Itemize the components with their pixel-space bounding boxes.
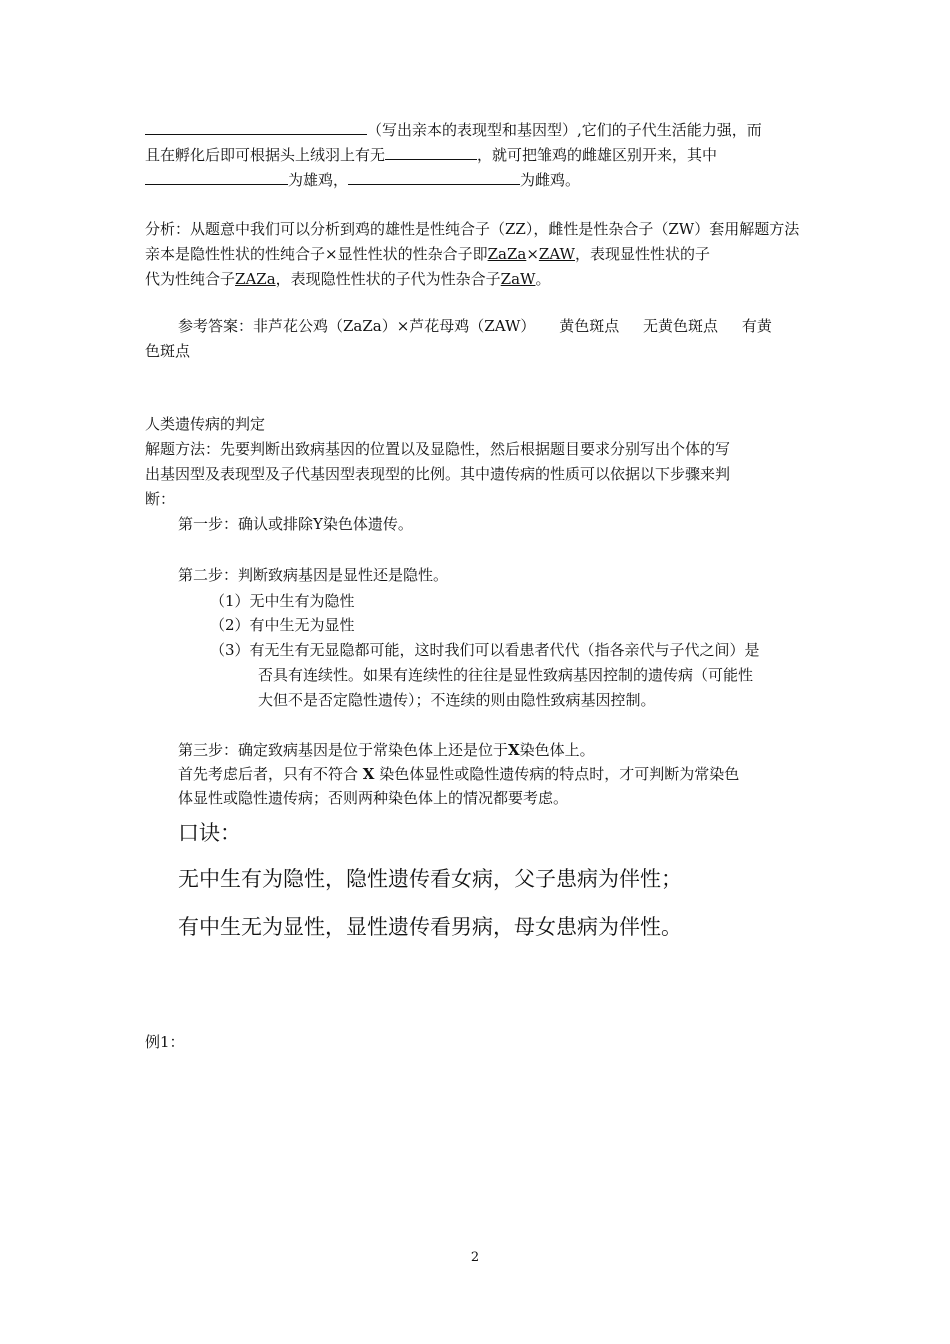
genotype: ZAZa [235, 270, 276, 288]
question-text: 且在孵化后即可根据头上绒羽上有无 [145, 146, 386, 164]
question-text: （写出亲本的表现型和基因型）,它们的子代生活能力强，而 [367, 121, 762, 139]
step-3 [178, 738, 595, 762]
first-consider-line-1 [178, 762, 739, 786]
answer-blank[interactable] [385, 144, 477, 160]
analysis-text: ，表现显性性状的子 [574, 245, 710, 263]
genotype: ZaZa [487, 245, 527, 263]
mnemonic-title: 口诀： [178, 821, 241, 845]
method-line-3: 断： [145, 490, 176, 508]
page-number: 2 [470, 1250, 480, 1265]
step-2-item-3: （3）有无生有无显隐都可能，这时我们可以看患者代代（指各亲代与子代之间）是 [210, 641, 760, 659]
answer-blank[interactable] [145, 169, 288, 185]
analysis-text: 亲本是隐性性状的性纯合子×显性性状的性杂合子即 [145, 245, 488, 263]
example-label: 例1： [145, 1033, 185, 1051]
genotype: ZaW [500, 270, 536, 288]
method-line-2: 出基因型及表现型及子代基因型表现型的比例。其中遗传病的性质可以依据以下步骤来判 [145, 465, 731, 483]
step-2-item-3-cont: 否具有连续性。如果有连续性的往往是显性致病基因控制的遗传病（可能性 [258, 666, 754, 684]
analysis-line-2 [145, 242, 710, 266]
reference-answer-line-1: 参考答案：非芦花公鸡（ZaZa）×芦花母鸡（ZAW） 黄色斑点 无黄色斑点 有黄 [178, 317, 772, 335]
step-2-item-2: （2）有中生无为显性 [210, 616, 355, 634]
question-line-2 [145, 143, 717, 167]
answer-blank[interactable] [145, 119, 367, 135]
method-line-1: 解题方法：先要判断出致病基因的位置以及显隐性，然后根据题目要求分别写出个体的写 [145, 440, 731, 458]
step-2-item-3-cont: 大但不是否定隐性遗传）；不连续的则由隐性致病基因控制。 [258, 691, 656, 709]
reference-answer-line-2: 色斑点 [145, 342, 191, 360]
step-2-item-1: （1）无中生有为隐性 [210, 592, 355, 610]
mnemonic-line-1: 无中生有为隐性，隐性遗传看女病，父子患病为伴性； [178, 867, 682, 891]
chromosome-x: X [362, 765, 375, 783]
question-text: 为雌鸡。 [520, 171, 581, 189]
first-consider-line-2: 体显性或隐性遗传病；否则两种染色体上的情况都要考虑。 [178, 789, 569, 807]
analysis-text: × [526, 245, 539, 263]
question-line-3 [145, 168, 580, 192]
answer-blank[interactable] [348, 169, 520, 185]
analysis-text: 。 [535, 270, 551, 288]
step-text: 首先考虑后者，只有不符合 [178, 765, 359, 783]
analysis-text: ，表现隐性性状的子代为性杂合子 [275, 270, 501, 288]
analysis-line-1: 分析：从题意中我们可以分析到鸡的雄性是性纯合子（ZZ），雌性是性杂合子（ZW）套用解题方法 [145, 220, 800, 238]
step-text: 染色体显性或隐性遗传病的特点时，才可判断为常染色 [379, 765, 740, 783]
section-title: 人类遗传病的判定 [145, 415, 266, 433]
genotype: ZAW [538, 245, 575, 263]
step-text: 染色体上。 [519, 741, 595, 759]
question-text: 为雄鸡， [288, 171, 349, 189]
mnemonic-line-2: 有中生无为显性，显性遗传看男病，母女患病为伴性。 [178, 915, 682, 939]
chromosome-x: X [508, 741, 520, 759]
step-1: 第一步：确认或排除Y染色体遗传。 [178, 515, 413, 533]
question-text: ，就可把雏鸡的雌雄区别开来，其中 [477, 146, 718, 164]
analysis-text: 代为性纯合子 [145, 270, 236, 288]
step-text: 第三步：确定致病基因是位于常染色体上还是位于 [178, 741, 509, 759]
question-line-1 [145, 118, 762, 142]
step-2: 第二步：判断致病基因是显性还是隐性。 [178, 566, 449, 584]
analysis-line-3 [145, 267, 550, 291]
